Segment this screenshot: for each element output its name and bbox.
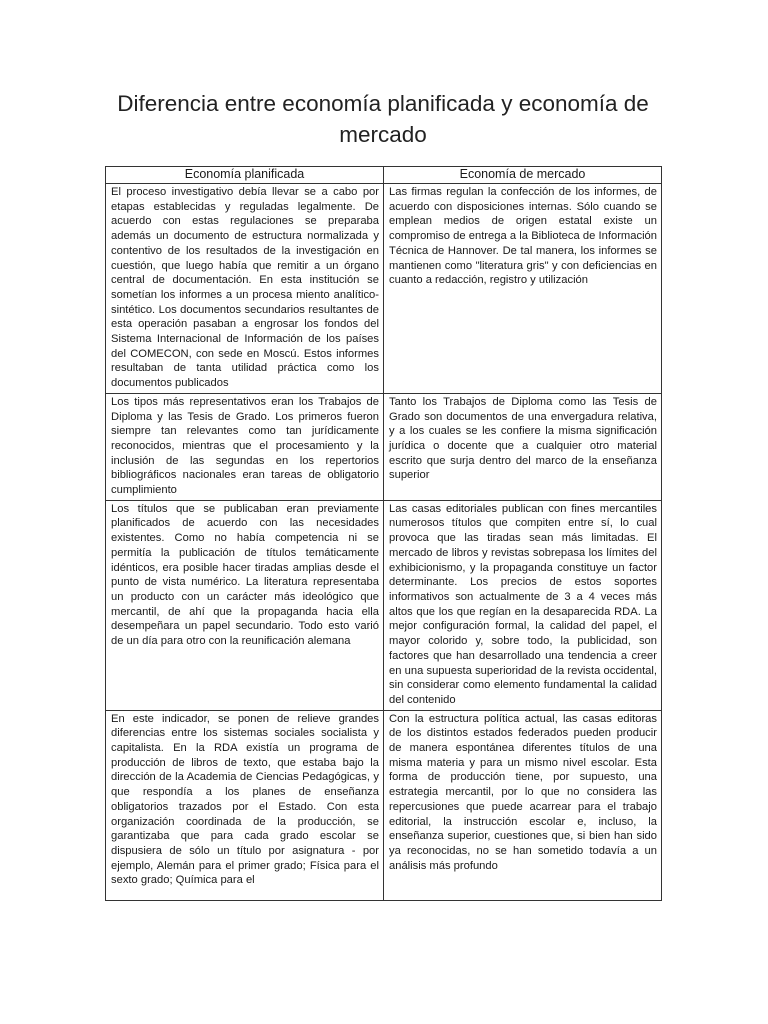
planned-economy-cell: En este indicador, se ponen de relieve grandes diferencias entre los sistemas sociales socialista y capitalista. En la RDA existía un programa de producción de libros de texto, que estaba bajo la dirección de la Academia de Ciencias Pedagógicas, y que respondía a los planes de enseñanza obligatorios trazados por el Estado. Con esta organización coordinada de la producción, se garantizaba que para cada grado escolar se dispusiera de sólo un título por asignatura - por ejemplo, Alemán para el primer grado; Física para el sexto grado; Química para el (106, 710, 384, 900)
planned-economy-cell: El proceso investigativo debía llevar se a cabo por etapas establecidas y reguladas legalmente. De acuerdo con estas regulaciones se preparaba además un documento de estructura normalizada y contentivo de los resultados de la investigación en cuestión, que luego había que remitir a un órgano central de documentación. En esta institución se sometían los informes a un procesa miento analítico-sintético. Los documentos secundarios resultantes de esta operación pasaban a engrosar los fondos del Sistema Internacional de Información de los países del COMECON, con sede en Moscú. Estos informes resultaban de tanta utilidad práctica como los documentos publicados (106, 184, 384, 394)
market-economy-cell: Las casas editoriales publican con fines mercantiles numerosos títulos que compiten entre sí, lo cual provoca que las tiradas sean más limitadas. El mercado de libros y revistas sobrepasa los límites del exhibicionismo, y la propaganda constituye un factor determinante. Los precios de estos soportes informativos son actualmente de 3 a 4 veces más altos que los que regían en la desaparecida RDA. La mejor configuración formal, la calidad del papel, el mayor colorido y, sobre todo, la publicidad, son factores que han desarrollado una tendencia a creer en una supuesta superioridad de la revista occidental, sin considerar como elemento fundamental la calidad del contenido (384, 500, 662, 710)
planned-economy-cell: Los títulos que se publicaban eran previamente planificados de acuerdo con las necesidades existentes. Como no había competencia ni se permitía la publicación de títulos temáticamente idénticos, era posible hacer tiradas amplias desde el punto de vista numérico. La literatura representaba un producto con un carácter más ideológico que mercantil, de ahí que la propaganda hacia ella desempeñara un papel secundario. Todo esto varió de un día para otro con la reunificación alemana (106, 500, 384, 710)
comparison-table (105, 166, 662, 901)
table-row (106, 393, 662, 500)
table-row (106, 500, 662, 710)
table-row (106, 710, 662, 900)
market-economy-cell: Tanto los Trabajos de Diploma como las Tesis de Grado son documentos de una envergadura relativa, y a los cuales se les confiere la misma significación jurídica o docente que a cualquier otro material escrito que surja dentro del marco de la enseñanza superior (384, 393, 662, 500)
market-economy-cell: Las firmas regulan la confección de los informes, de acuerdo con disposiciones internas. Sólo cuando se emplean medios de origen estatal existe un compromiso de entrega a la Biblioteca de Información Técnica de Hannover. De tal manera, los informes se mantienen como "literatura gris" y con deficiencias en cuanto a redacción, registro y utilización (384, 184, 662, 394)
column-header-planned: Economía planificada (106, 167, 384, 184)
table-header-row (106, 167, 662, 184)
table-row (106, 184, 662, 394)
document-title: Diferencia entre economía planificada y economía de mercado (117, 91, 649, 147)
planned-economy-cell: Los tipos más representativos eran los Trabajos de Diploma y las Tesis de Grado. Los primeros fueron siempre tan relevantes como tan jurídicamente reconocidos, mientras que el procesamiento y la inclusión de las segundas en los repertorios bibliográficos nacionales eran tareas de obligatorio cumplimiento (106, 393, 384, 500)
market-economy-cell: Con la estructura política actual, las casas editoras de los distintos estados federados pueden producir de manera espontánea diferentes títulos de una misma materia y para un mismo nivel escolar. Esta forma de producción tiene, por supuesto, una estrategia mercantil, por lo que no considera las repercusiones que puede acarrear para el trabajo editorial, la instrucción escolar e, incluso, la enseñanza superior, cuestiones que, si bien han sido ya reconocidas, no se han sometido todavía a un análisis más profundo (384, 710, 662, 900)
column-header-market: Economía de mercado (384, 167, 662, 184)
